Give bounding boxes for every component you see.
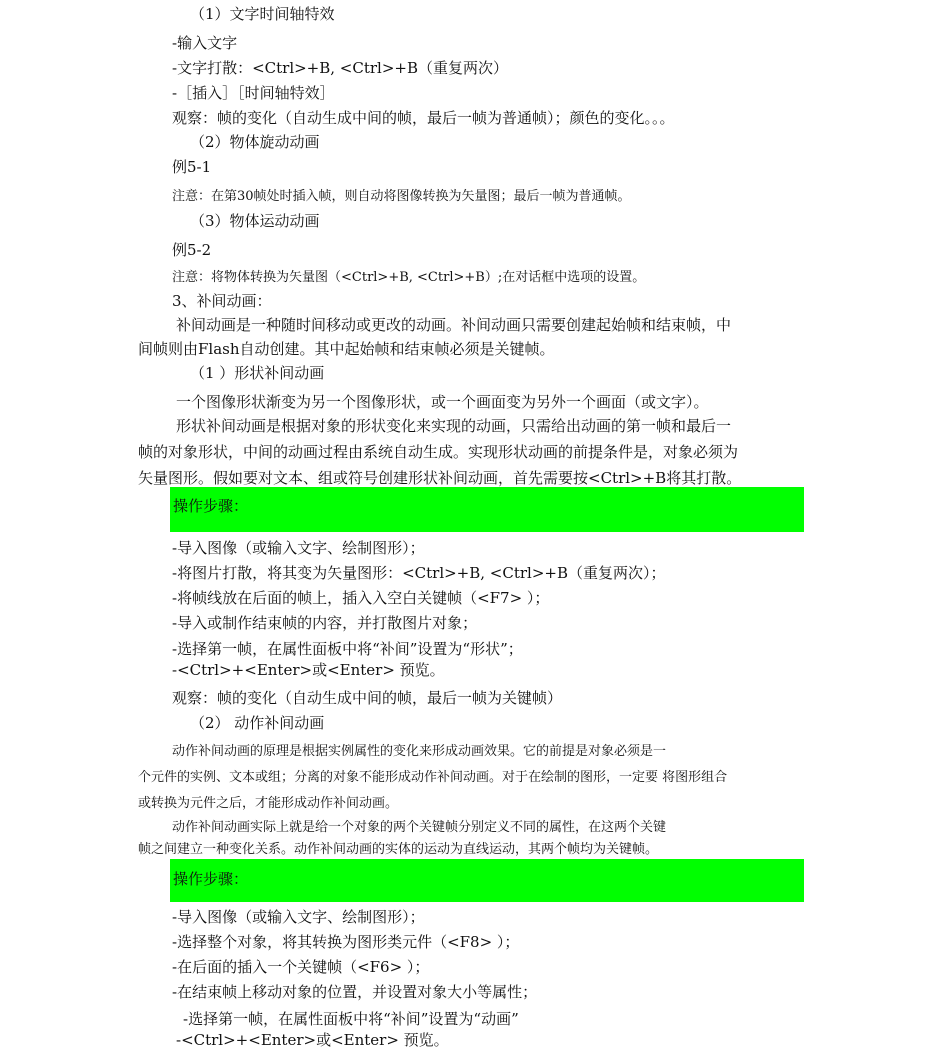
paragraph-line: 形状补间动画是根据对象的形状变化来实现的动画，只需给出动画的第一帧和最后一 bbox=[176, 417, 732, 435]
observation-line: 观察：帧的变化（自动生成中间的帧，最后一帧为普通帧）；颜色的变化。。。 bbox=[172, 109, 675, 127]
paragraph-line: 矢量图形。假如要对文本、组或符号创建形状补间动画，首先需要按<Ctrl>+B将其打散。 bbox=[138, 469, 742, 487]
step-line: -导入图像（或输入文字、绘制图形）； bbox=[172, 908, 425, 926]
paragraph-line: 补间动画是一种随时间移动或更改的动画。补间动画只需要创建起始帧和结束帧，中 bbox=[176, 316, 732, 334]
subheading-shape-tween: （1 ）形状补间动画 bbox=[190, 364, 325, 382]
observation-line: 观察：帧的变化（自动生成中间的帧，最后一帧为关键帧） bbox=[172, 689, 563, 707]
step-line: -将图片打散，将其变为矢量图形：<Ctrl>+B, <Ctrl>+B（重复两次）； bbox=[172, 564, 666, 582]
step-line: -将帧线放在后面的帧上，插入入空白关键帧（<F7> ）； bbox=[172, 589, 550, 607]
step-line: -选择整个对象，将其转换为图形类元件（<F8> ）； bbox=[172, 933, 520, 951]
subheading-text-timeline-effect: （1）文字时间轴特效 bbox=[190, 5, 335, 23]
section-heading-tween: 3、补间动画： bbox=[172, 292, 272, 310]
step-line: -导入或制作结束帧的内容，并打散图片对象； bbox=[172, 614, 478, 632]
note-line: 注意：在第30帧处时插入帧，则自动将图像转换为矢量图；最后一帧为普通帧。 bbox=[172, 189, 631, 204]
example-label: 例5-2 bbox=[172, 241, 212, 259]
subheading-rotation-animation: （2）物体旋动动画 bbox=[190, 133, 320, 151]
steps-highlight-band bbox=[170, 859, 804, 902]
paragraph-line: 帧之间建立一种变化关系。动作补间动画的实体的运动为直线运动，其两个帧均为关键帧。 bbox=[138, 842, 659, 857]
paragraph-line: 或转换为元件之后，才能形成动作补间动画。 bbox=[138, 796, 399, 811]
subheading-motion-animation: （3）物体运动动画 bbox=[190, 212, 320, 230]
step-line: -<Ctrl>+<Enter>或<Enter> 预览。 bbox=[176, 1031, 449, 1049]
steps-highlight-band bbox=[170, 487, 804, 532]
step-line: -在后面的插入一个关键帧（<F6> ）； bbox=[172, 958, 430, 976]
paragraph-line: 间帧则由Flash自动创建。其中起始帧和结束帧必须是关键帧。 bbox=[138, 340, 555, 358]
paragraph-line: 动作补间动画实际上就是给一个对象的两个关键帧分别定义不同的属性，在这两个关键 bbox=[172, 820, 667, 835]
step-line: -选择第一帧，在属性面板中将“补间”设置为“动画” bbox=[183, 1010, 519, 1028]
example-label: 例5-1 bbox=[172, 158, 212, 176]
step-line: -<Ctrl>+<Enter>或<Enter> 预览。 bbox=[172, 661, 445, 679]
step-line: -导入图像（或输入文字、绘制图形）； bbox=[172, 539, 425, 557]
paragraph-line: 个元件的实例、文本或组；分离的对象不能形成动作补间动画。对于在绘制的图形，一定要 将图形组合 bbox=[138, 770, 728, 785]
subheading-motion-tween: （2） 动作补间动画 bbox=[190, 714, 325, 732]
steps-heading: 操作步骤： bbox=[173, 870, 249, 888]
paragraph-line: 一个图像形状渐变为另一个图像形状，或一个画面变为另外一个画面（或文字）。 bbox=[176, 393, 709, 411]
step-line: -文字打散：<Ctrl>+B, <Ctrl>+B（重复两次） bbox=[172, 59, 509, 77]
paragraph-line: 动作补间动画的原理是根据实例属性的变化来形成动画效果。它的前提是对象必须是一 bbox=[172, 744, 667, 759]
steps-heading: 操作步骤： bbox=[173, 497, 249, 515]
step-line: -［插入］［时间轴特效］ bbox=[172, 84, 335, 102]
step-line: -输入文字 bbox=[172, 34, 238, 52]
note-line: 注意：将物体转换为矢量图（<Ctrl>+B, <Ctrl>+B）;在对话框中选项的设置。 bbox=[172, 270, 646, 285]
step-line: -在结束帧上移动对象的位置，并设置对象大小等属性； bbox=[172, 983, 538, 1001]
paragraph-line: 帧的对象形状，中间的动画过程由系统自动生成。实现形状动画的前提条件是，对象必须为 bbox=[138, 443, 739, 461]
step-line: -选择第一帧，在属性面板中将“补间”设置为“形状”； bbox=[172, 640, 523, 658]
